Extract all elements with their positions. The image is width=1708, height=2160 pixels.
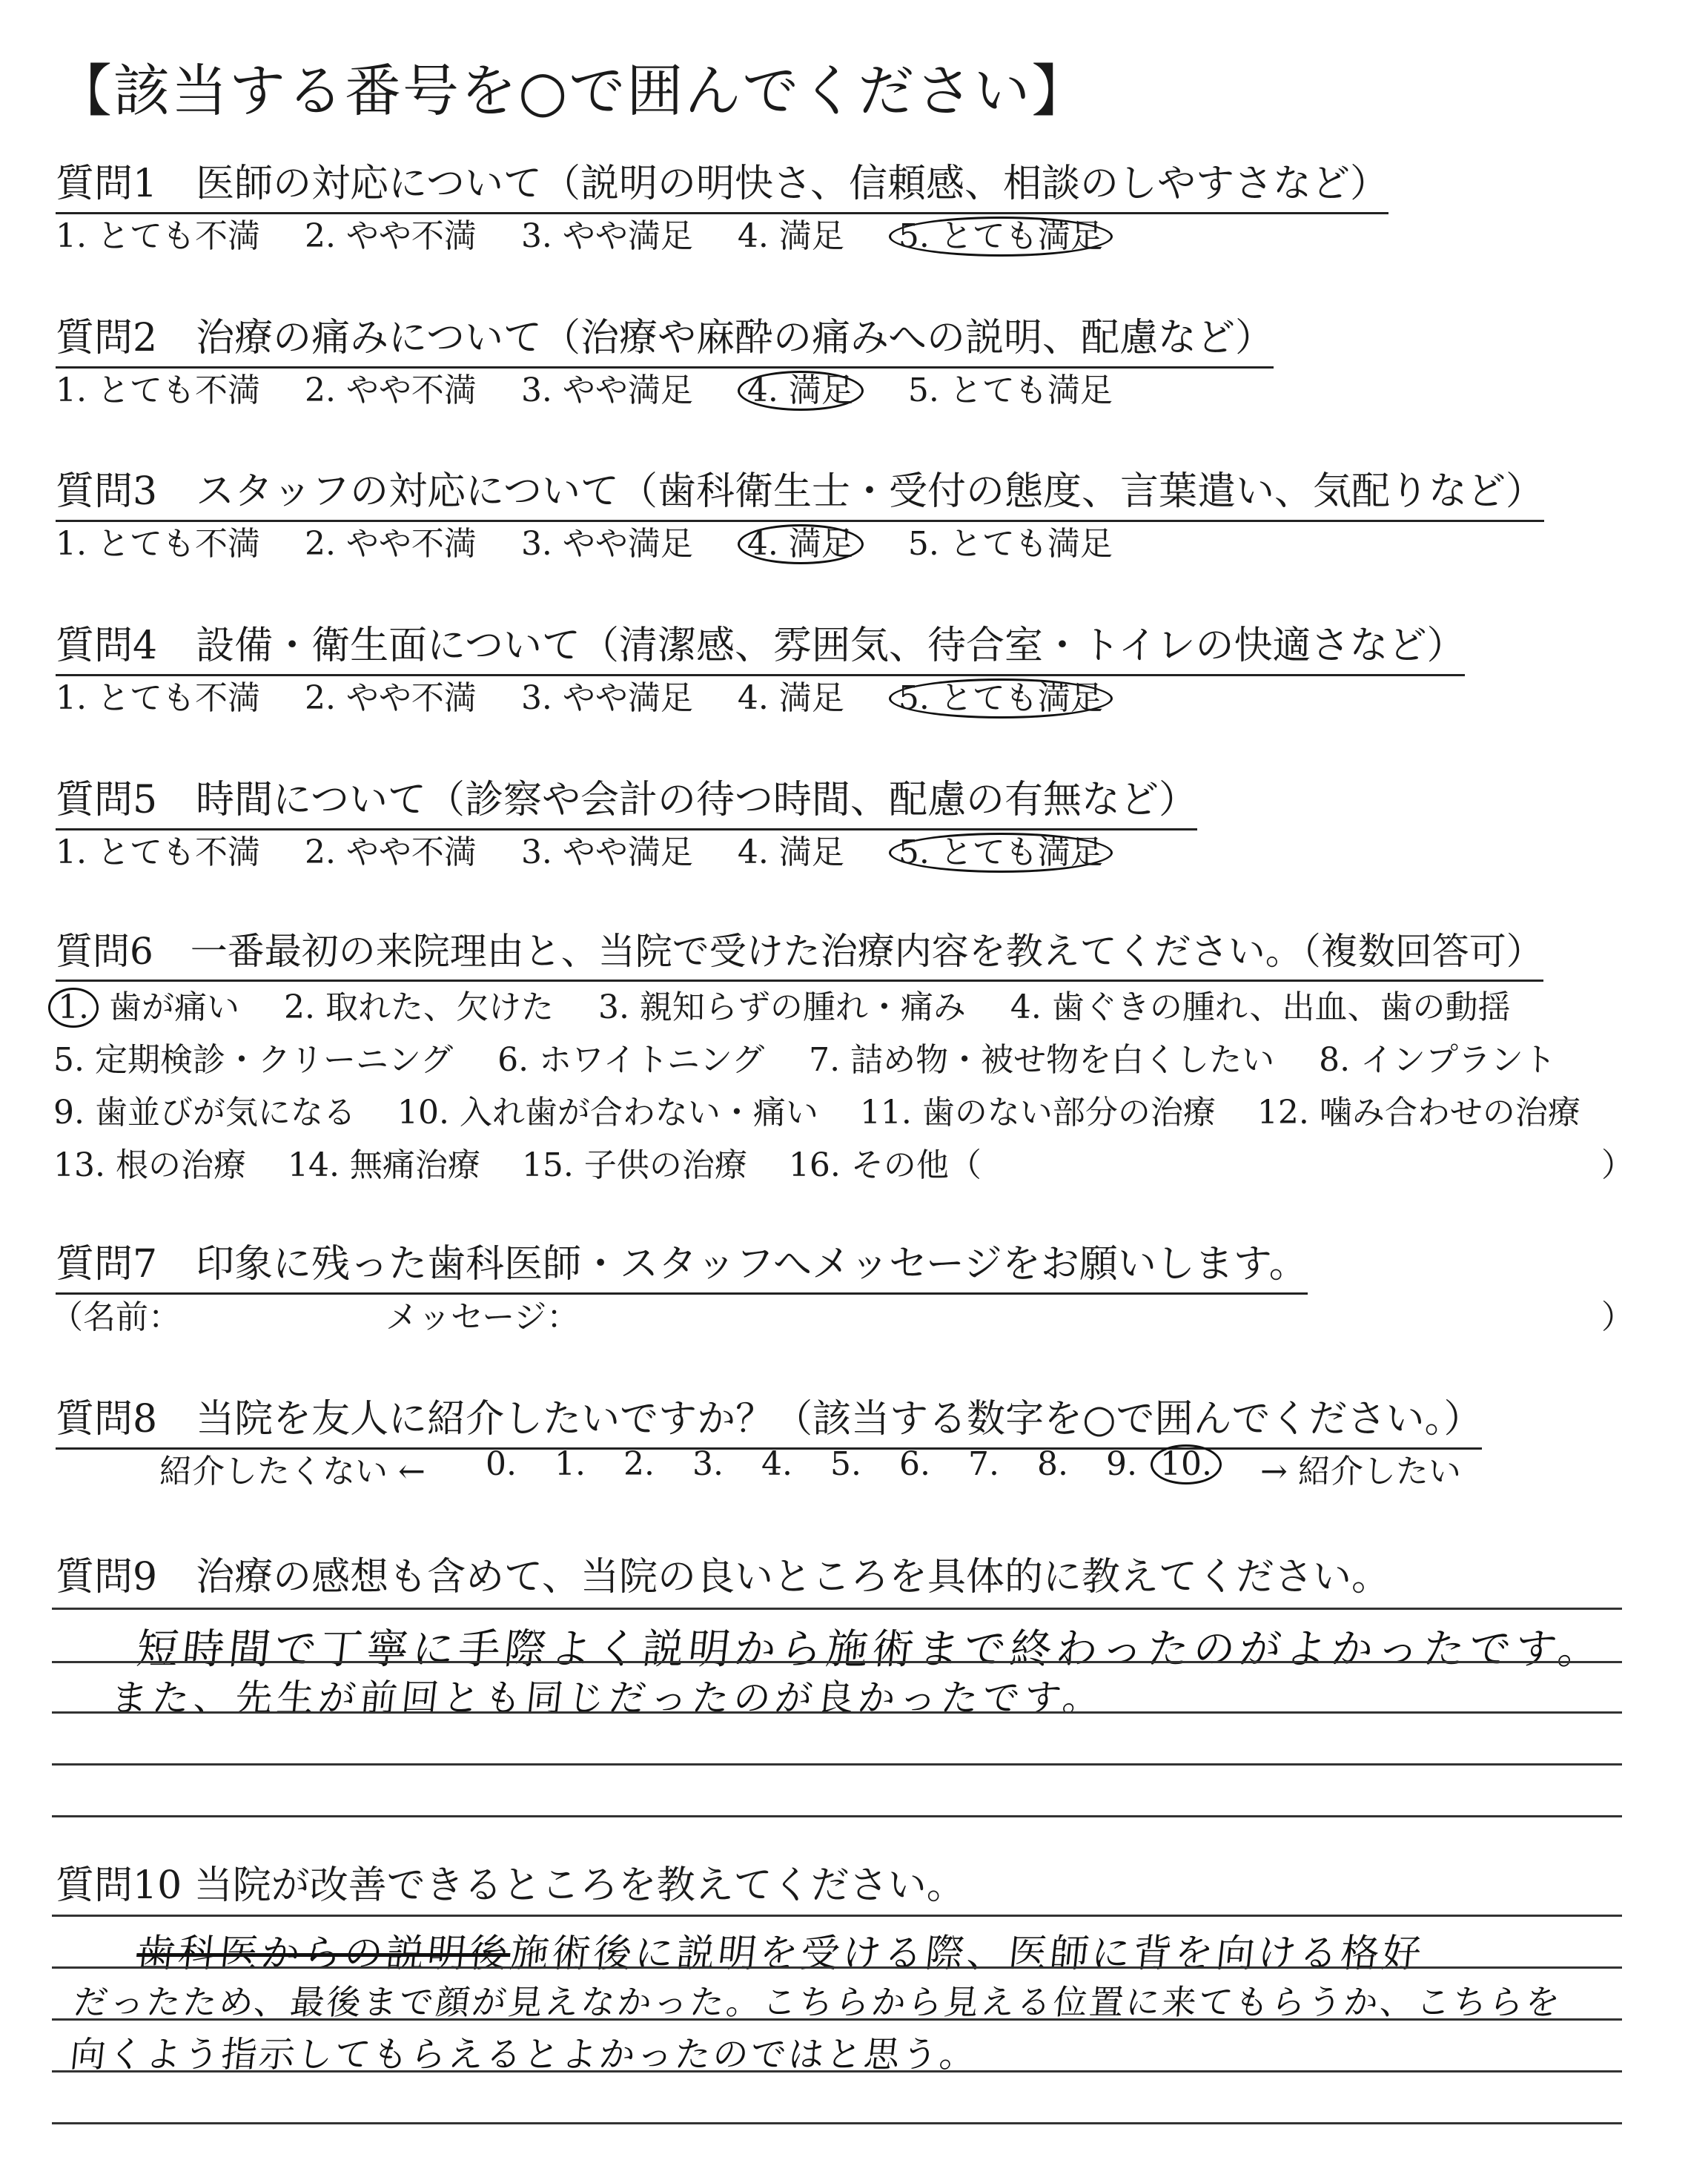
q6-option-11[interactable]: 11. 歯のない部分の治療 [859, 1094, 1216, 1132]
q6-option-9[interactable]: 9. 歯並びが気になる [53, 1094, 356, 1132]
q8-option-5[interactable]: 5. [830, 1445, 861, 1483]
q7-name-label: （名前： [50, 1298, 181, 1336]
q3-option-2[interactable]: 2. やや不満 [304, 525, 477, 563]
q6-row-1 [48, 980, 1511, 1028]
q8-option-4[interactable]: 4. [761, 1445, 792, 1483]
q4-options [56, 671, 1147, 719]
q4-option-3[interactable]: 3. やや満足 [520, 679, 693, 717]
q8-option-2[interactable]: 2. [623, 1445, 655, 1483]
q10-line-2 [52, 1966, 1622, 1969]
q7-close: ） [1601, 1298, 1634, 1336]
q2-option-3[interactable]: 3. やや満足 [520, 371, 693, 409]
q10-answer-line-3: 向くよう指示してもらえるとよかったのではと思う。 [67, 2034, 980, 2075]
q6-option-14[interactable]: 14. 無痛治療 [287, 1146, 480, 1184]
q8-option-3[interactable]: 3. [692, 1445, 724, 1483]
q5-option-3[interactable]: 3. やや満足 [520, 833, 693, 871]
q2-option-5[interactable]: 5. とても満足 [907, 371, 1113, 409]
q10-answer-line-2: だったため、最後まで顔が見えなかった。こちらから見える位置に来てもらうか、こちらを [71, 1982, 1564, 2022]
q6-row-2 [53, 1033, 1556, 1080]
q3-option-1[interactable]: 1. とても不満 [56, 525, 260, 563]
q6-option-4[interactable]: 4. 歯ぐきの腫れ、出血、歯の動揺 [1010, 988, 1511, 1026]
page-title: 【該当する番号を○で囲んでください】 [56, 58, 1090, 124]
q2-option-4-selected[interactable]: 4. 満足 [738, 371, 864, 411]
q9-heading: 質問9 治療の感想も含めて、当院の良いところを具体的に教えてください。 [56, 1555, 1391, 1599]
q4-heading: 質問4 設備・衛生面について（清潔感、雰囲気、待合室・トイレの快適さなど） [56, 614, 1465, 676]
q10-line-3 [52, 2018, 1622, 2021]
q2-heading: 質問2 治療の痛みについて（治療や麻酔の痛みへの説明、配慮など） [56, 306, 1274, 369]
q5-option-2[interactable]: 2. やや不満 [304, 833, 477, 871]
q2-option-1[interactable]: 1. とても不満 [56, 371, 260, 409]
q8-option-0[interactable]: 0. [486, 1445, 517, 1483]
q3-heading: 質問3 スタッフの対応について（歯科衛生士・受付の態度、言葉遣い、気配りなど） [56, 460, 1544, 522]
q4-option-5-selected[interactable]: 5. とても満足 [889, 678, 1113, 719]
q6-row-3 [53, 1086, 1580, 1133]
q1-options [56, 209, 1147, 257]
q8-option-8[interactable]: 8. [1037, 1445, 1068, 1483]
q10-answer-line-1 [134, 1922, 1427, 1978]
q10-line-4 [52, 2070, 1622, 2073]
q1-option-1[interactable]: 1. とても不満 [56, 217, 260, 255]
q2-option-2[interactable]: 2. やや不満 [304, 371, 477, 409]
q8-option-6[interactable]: 6. [899, 1445, 930, 1483]
q2-options [56, 363, 1147, 411]
q5-option-5-selected[interactable]: 5. とても満足 [889, 833, 1113, 873]
q1-heading: 質問1 医師の対応について（説明の明快さ、信頼感、相談のしやすさなど） [56, 152, 1388, 214]
q6-heading: 質問6 一番最初の来院理由と、当院で受けた治療内容を教えてください。（複数回答可） [56, 922, 1543, 982]
q7-heading: 質問7 印象に残った歯科医師・スタッフへメッセージをお願いします。 [56, 1232, 1308, 1295]
q9-line-3 [52, 1711, 1622, 1714]
q6-option-8[interactable]: 8. インプラント [1319, 1041, 1557, 1079]
q9-line-1 [52, 1608, 1622, 1610]
q5-option-1[interactable]: 1. とても不満 [56, 833, 260, 871]
q10-line-1 [52, 1915, 1622, 1917]
q6-option-6[interactable]: 6. ホワイトニング [497, 1041, 765, 1079]
q1-option-5-selected[interactable]: 5. とても満足 [889, 217, 1113, 257]
q4-option-1[interactable]: 1. とても不満 [56, 679, 260, 717]
q5-options [56, 825, 1147, 873]
q1-option-2[interactable]: 2. やや不満 [304, 217, 477, 255]
q6-option-1-text[interactable]: 歯が痛い [108, 988, 239, 1026]
q3-options [56, 517, 1147, 564]
q6-option-7[interactable]: 7. 詰め物・被せ物を白くしたい [809, 1041, 1275, 1079]
q10-heading: 質問10 当院が改善できるところを教えてください。 [56, 1863, 965, 1908]
q6-row-4 [53, 1138, 1625, 1186]
q1-option-3[interactable]: 3. やや満足 [520, 217, 693, 255]
q6-option-15[interactable]: 15. 子供の治療 [521, 1146, 747, 1184]
q6-option-1-selected[interactable]: 1. [48, 988, 99, 1028]
q8-option-1[interactable]: 1. [555, 1445, 586, 1483]
q6-option-5[interactable]: 5. 定期検診・クリーニング [53, 1041, 454, 1079]
q8-heading: 質問8 当院を友人に紹介したいですか？（該当する数字を○で囲んでください。） [56, 1387, 1482, 1450]
q9-answer-line-1: 短時間で丁寧に手際よく説明から施術まで終わったのがよかったです。 [134, 1625, 1606, 1674]
q9-line-4 [52, 1763, 1622, 1766]
q1-option-4[interactable]: 4. 満足 [737, 217, 844, 255]
q9-line-2 [52, 1661, 1622, 1663]
q6-option-16[interactable]: 16. その他（ [788, 1146, 982, 1184]
q7-message-label: メッセージ： [385, 1298, 580, 1336]
q8-left-label: 紹介したくない ← [159, 1453, 426, 1490]
q3-option-3[interactable]: 3. やや満足 [520, 525, 693, 563]
q5-heading: 質問5 時間について（診察や会計の待つ時間、配慮の有無など） [56, 768, 1197, 830]
q8-scale [486, 1444, 1222, 1484]
q6-option-2[interactable]: 2. 取れた、欠けた [283, 988, 554, 1026]
q5-option-4[interactable]: 4. 満足 [737, 833, 844, 871]
q8-option-7[interactable]: 7. [968, 1445, 999, 1483]
q6-option-10[interactable]: 10. 入れ歯が合わない・痛い [397, 1094, 818, 1132]
q6-option-13[interactable]: 13. 根の治療 [53, 1146, 246, 1184]
q3-option-4-selected[interactable]: 4. 満足 [738, 524, 864, 564]
q6-option-3[interactable]: 3. 親知らずの腫れ・痛み [598, 988, 966, 1026]
q8-right-label: → 紹介したい [1260, 1453, 1461, 1490]
q4-option-2[interactable]: 2. やや不満 [304, 679, 477, 717]
q8-option-10-selected[interactable]: 10. [1151, 1444, 1222, 1484]
q10-struck-text: 歯科医からの説明後 [134, 1932, 513, 1976]
q6-option-12[interactable]: 12. 噛み合わせの治療 [1257, 1094, 1580, 1132]
q10-line-5 [52, 2122, 1622, 2124]
q3-option-5[interactable]: 5. とても満足 [907, 525, 1113, 563]
q8-option-9[interactable]: 9. [1106, 1445, 1137, 1483]
q10-answer-line-1-text: 施術後に説明を受ける際、医師に背を向ける格好 [508, 1932, 1426, 1976]
q4-option-4[interactable]: 4. 満足 [737, 679, 844, 717]
q6-option-16-close: ） [1601, 1146, 1634, 1184]
q9-line-5 [52, 1815, 1622, 1817]
q9-answer-line-2: また、先生が前回とも同じだったのが良かったです。 [108, 1677, 1107, 1720]
